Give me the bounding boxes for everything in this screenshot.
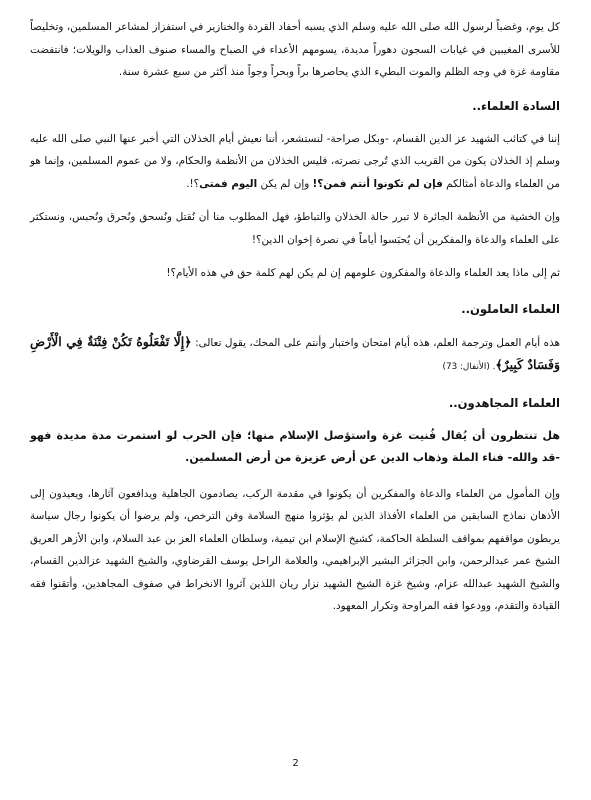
paragraph-betrayal-text-2: وإن لم يكن [260,177,310,190]
paragraph-betrayal-text: إننا في كتائب الشهيد عز الدين القسام، -وبكل صراحة- لنستشعر، أننا نعيش أيام الخذلان التي أخبر عنها النبي صلى الله عليه وسلم إذ الخذلان يكون من القريب الذي تُرجى نصرته، فليس الخذلان من الأنظمة والحكام، ولا من عموم المسلمين، وإنما هو من العلماء والدعاة أمثالكم [30,132,560,190]
heading-scholars: السادة العلماء.. [472,98,560,113]
paragraph-expectations: وإن المأمول من العلماء والدعاة والمفكرين أن يكونوا في مقدمة الركب، يصادمون الجاهلية ويدافعون آثارها، ويعيدون إلى الأذهان نماذج السابقين من العلماء الأفذاذ الذين لم يؤثروا منهج السلامة وفن الترخص، ولم يرضوا أن يكونوا رجال سياسة يربطون مواقفهم بمواقف السلطة الحاكمة، كشيخ الإسلام ابن تيمية، وسلطان العلماء العز بن عبد السلام، وابن الأزهر العريق الشيخ عمر عبدالرحمن، وابن الجزائر البشير الإبراهيمي، والعلامة الراحل يوسف القرضاوي، والشيخ الشهيد عزالدين القسام، والشيخ الشهيد عبدالله عزام، وشيخ غزة الشيخ الشهيد نزار ريان اللذين آثروا الانخراط في صفوف المجاهدين، وأتقنوا فقه القيادة والتقدم، وودعوا فقه المراوحة وتكرار المعهود. [30,487,560,612]
heading-mujahid-scholars: العلماء المجاهدون.. [448,395,560,410]
quran-reference: . (الأنفال: 73) [442,362,496,372]
paragraph-fear: وإن الخشية من الأنظمة الجائرة لا تبرر حالة الخذلان والتباطؤ، فهل المطلوب منا أن نُقتل ونُسحق ونُحرق ونُحبس، ونستكثر على العلماء والدعاة والمفكرين أن يُحبَسوا أياماً في نصرة إخوان الدين؟! [30,211,560,246]
paragraph-betrayal-end: ؟!. [186,177,200,190]
quran-verse: ﴿إِلَّا تَفْعَلُوهُ تَكُنْ فِتْنَةٌ فِي الْأَرْضِ وَفَسَادٌ كَبِيرٌ﴾ [30,333,560,372]
paragraph-action-text: هذه أيام العمل وترجمة العلم، هذه أيام امتحان واختبار وأنتم على المحك، يقول تعالى: [195,336,560,349]
heading-working-scholars: العلماء العاملون.. [461,301,560,316]
page-number: 2 [292,758,299,769]
paragraph-warning: هل تنتظرون أن يُقال فُنيت غزة واستؤصل الإسلام منها؛ فإن الحرب لو استمرت مدة مديدة فهو -قد والله- فناء الملة وذهاب الدين عن أرض عزيزة من أرض المسلمين. [30,428,560,464]
paragraph-betrayal-emphasis: اليوم فمتى [199,177,258,190]
paragraph-betrayal [30,128,560,196]
paragraph-action [30,331,560,379]
paragraph-betrayal-question: فإن لم تكونوا أنتم فمن؟! [312,177,443,190]
paragraph-intro: كل يوم، وغضباً لرسول الله صلى الله عليه وسلم الذي يسبه أحفاد القردة والخنازير في استفزاز لمشاعر المسلمين، وتخليصاً للأسرى المغيبين في غيابات السجون دهوراً مديدة، يسومهم الأعداء في الصباح والمساء صنوف العذاب والويلات؛ فانتفضت مقاومة غزة في وجه الظلم والموت البطيء الذي يحاصرها براً وبحراً وجواً منذ أكثر من سبع عشرة سنة. [30,21,560,78]
paragraph-question: ثم إلى ماذا يعد العلماء والدعاة والمفكرون علومهم إن لم يكن لهم كلمة حق في هذه الأيام؟! [166,267,560,279]
